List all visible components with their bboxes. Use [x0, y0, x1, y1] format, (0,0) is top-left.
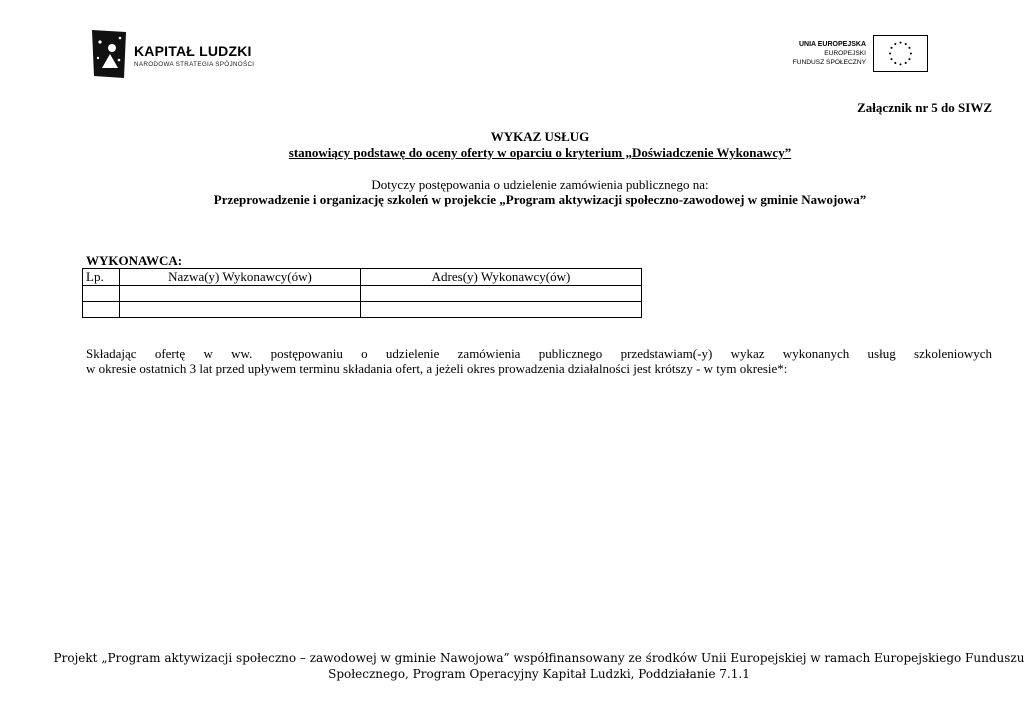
table-row: [83, 302, 642, 318]
document-subtitle: stanowiący podstawę do oceny oferty w oparciu o kryterium „Doświadczenie Wykonawcy”: [288, 145, 792, 160]
footer-line2: Społecznego, Program Operacyjny Kapitał Ludzki, Poddziałanie 7.1.1: [328, 667, 750, 681]
table-row: [83, 286, 642, 302]
procurement-name: Przeprowadzenie i organizację szkoleń w projekcie „Program aktywizacji społeczno-zawodowej w gminie Nawojowa”: [213, 192, 867, 207]
table-cell[interactable]: [120, 286, 361, 302]
page-footer: [0, 650, 1024, 682]
column-header-name: Nazwa(y) Wykonawcy(ów): [120, 269, 361, 286]
table-cell[interactable]: [120, 302, 361, 318]
kapital-ludzki-name: KAPITAŁ LUDZKI: [134, 43, 252, 59]
eu-flag-icon: [873, 35, 928, 72]
eu-logo-text: [793, 40, 866, 67]
contractor-label: WYKONAWCA:: [86, 253, 183, 268]
kapital-ludzki-subtitle: NARODOWA STRATEGIA SPÓJNOŚCI: [134, 61, 255, 68]
contractor-table: [82, 268, 642, 318]
statement-line1: Składając ofertę w ww. postępowaniu o udzielenie zamówienia publicznego przedstawiam(-y) wykaz wykonanych usług szkoleniowych: [86, 346, 992, 361]
table-cell[interactable]: [83, 302, 120, 318]
document-title: WYKAZ USŁUG: [490, 129, 590, 144]
table-cell[interactable]: [361, 302, 642, 318]
eu-logo-line3: FUNDUSZ SPOŁECZNY: [792, 59, 866, 66]
table-cell[interactable]: [361, 286, 642, 302]
footer-line1: Projekt „Program aktywizacji społeczno – zawodowej w gminie Nawojowa” współfinansowany ze środków Unii Europejskiej w ramach Europejskiego Funduszu: [53, 651, 1024, 665]
statement-paragraph: [86, 347, 992, 376]
column-header-lp: Lp.: [83, 269, 120, 286]
table-header-row: [83, 269, 642, 286]
eu-logo-line1: UNIA EUROPEJSKA: [798, 41, 866, 48]
statement-line2: w okresie ostatnich 3 lat przed upływem terminu składania ofert, a jeżeli okres prowadzenia działalności jest krótszy - w tym okresie*:: [86, 360, 788, 376]
annex-number: Załącznik nr 5 do SIWZ: [857, 100, 992, 115]
eu-social-fund-logo: [786, 35, 928, 75]
procurement-intro: Dotyczy postępowania o udzielenie zamówienia publicznego na:: [371, 177, 709, 192]
kapital-ludzki-emblem-icon: [90, 28, 128, 80]
column-header-address: Adres(y) Wykonawcy(ów): [361, 269, 642, 286]
kapital-ludzki-logo: [90, 28, 260, 80]
table-cell[interactable]: [83, 286, 120, 302]
eu-logo-line2: EUROPEJSKI: [824, 50, 866, 57]
